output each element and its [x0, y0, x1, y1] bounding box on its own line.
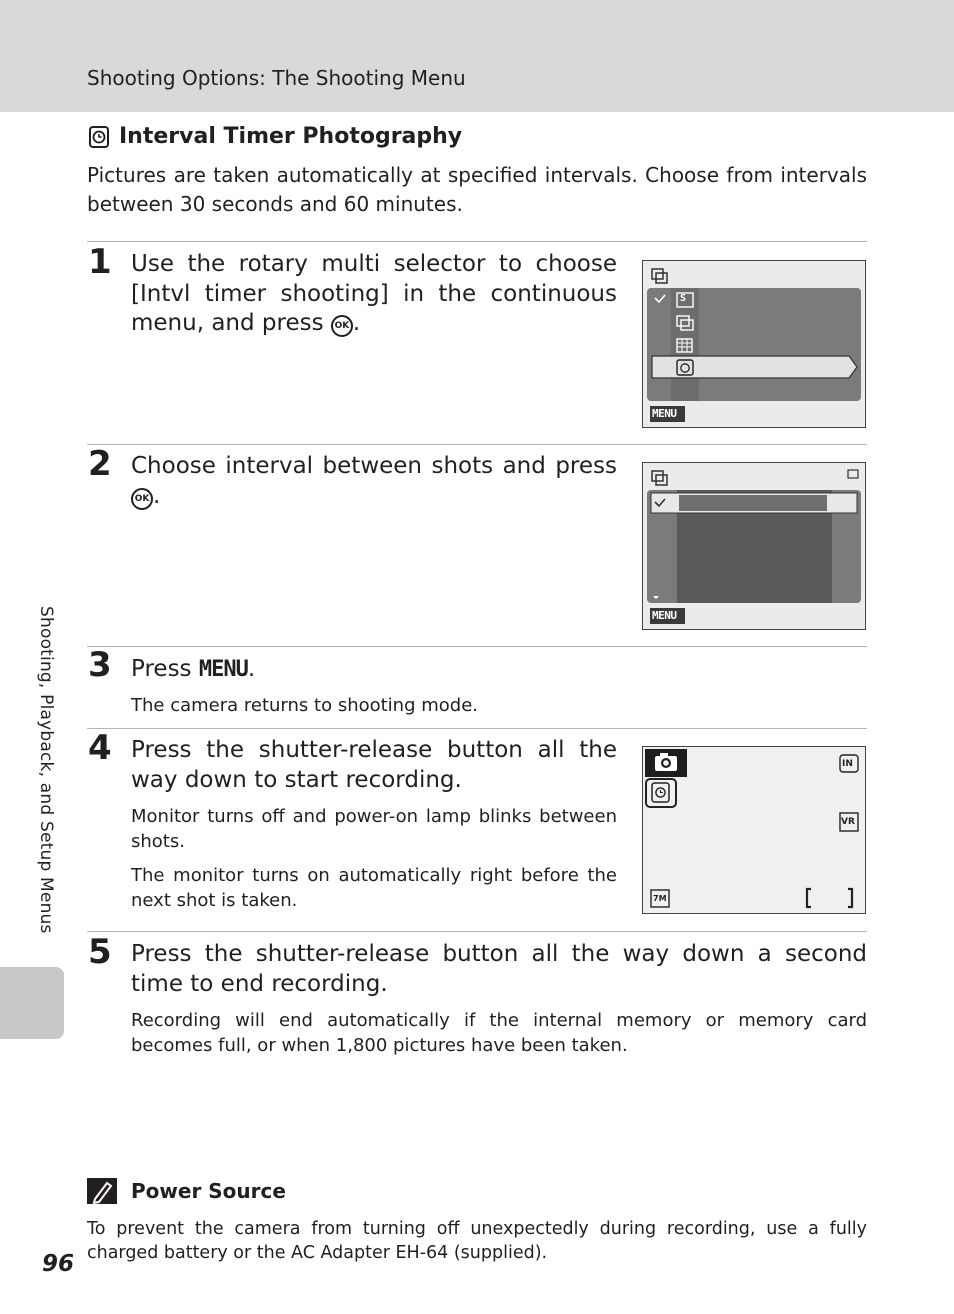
shooting-mode-graphic — [643, 747, 865, 913]
ok-button-icon: OK — [131, 488, 153, 510]
step-2-number: 2 — [88, 444, 112, 484]
step-3-number: 3 — [88, 645, 112, 685]
ok-button-icon: OK — [331, 315, 353, 337]
step-2-text — [131, 452, 617, 511]
step-2-period: . — [153, 482, 161, 509]
interval-select-screen — [642, 462, 866, 630]
divider — [87, 444, 867, 445]
vibration-reduction-glyph: VR — [841, 817, 855, 827]
step-1-text — [131, 250, 617, 339]
step-4-number: 4 — [88, 728, 112, 768]
step-5-note: Recording will end automatically if the internal memory or memory card becomes full, or when 1,800 pictures have been taken. — [131, 1010, 867, 1056]
continuous-menu-screen — [642, 260, 866, 428]
step-4-text: Press the shutter-release button all the way down to start recording. — [131, 737, 617, 793]
pencil-note-icon — [87, 1178, 117, 1204]
step-5-text: Press the shutter-release button all the way down a second time to end recording. — [131, 941, 867, 997]
step-2-body: Choose interval between shots and press — [131, 453, 617, 479]
step-3-text — [131, 655, 255, 685]
section-title-text: Interval Timer Photography — [119, 124, 463, 149]
shooting-mode-screen — [642, 746, 866, 914]
page-number: 96 — [42, 1251, 75, 1277]
tip-header — [87, 1178, 286, 1204]
step-1-body: Use the rotary multi selector to choose [Intvl timer shooting] in the continuous menu, and press — [131, 251, 617, 336]
menu-indicator: MENU — [652, 609, 677, 622]
interval-timer-icon — [87, 125, 111, 149]
page-header — [0, 0, 954, 112]
step-1-number: 1 — [88, 242, 112, 282]
step-3-period: . — [247, 656, 256, 682]
tip-title: Power Source — [131, 1179, 286, 1203]
step-5-number: 5 — [88, 932, 112, 972]
divider — [87, 728, 867, 729]
menu-button-icon: MENU — [198, 657, 248, 682]
section-intro: Pictures are taken automatically at specified intervals. Choose from intervals between 30 seconds and 60 minutes. — [87, 163, 867, 216]
image-mode-glyph: 7M — [653, 894, 667, 903]
internal-memory-glyph: IN — [842, 759, 853, 769]
step-4-note-1: Monitor turns off and power-on lamp blinks between shots. — [131, 806, 617, 852]
s-mode-glyph: S — [680, 293, 687, 304]
header-title: Shooting Options: The Shooting Menu — [87, 66, 466, 90]
step-3-body: Press — [131, 656, 192, 682]
menu-indicator: MENU — [652, 407, 677, 420]
step-1-period: . — [352, 310, 361, 336]
step-4-note-2: The monitor turns on automatically right before the next shot is taken. — [131, 865, 617, 911]
divider — [87, 931, 867, 932]
sidebar-tab — [0, 967, 64, 1039]
step-3-note: The camera returns to shooting mode. — [131, 695, 479, 716]
tip-body: To prevent the camera from turning off unexpectedly during recording, use a fully charged battery or the AC Adapter EH-64 (supplied). — [87, 1219, 867, 1263]
interval-select-graphic — [643, 463, 865, 629]
divider — [87, 646, 867, 647]
continuous-menu-graphic — [643, 261, 865, 427]
divider — [87, 241, 867, 242]
sidebar-label: Shooting, Playback, and Setup Menus — [36, 606, 56, 934]
section-title — [87, 124, 462, 149]
